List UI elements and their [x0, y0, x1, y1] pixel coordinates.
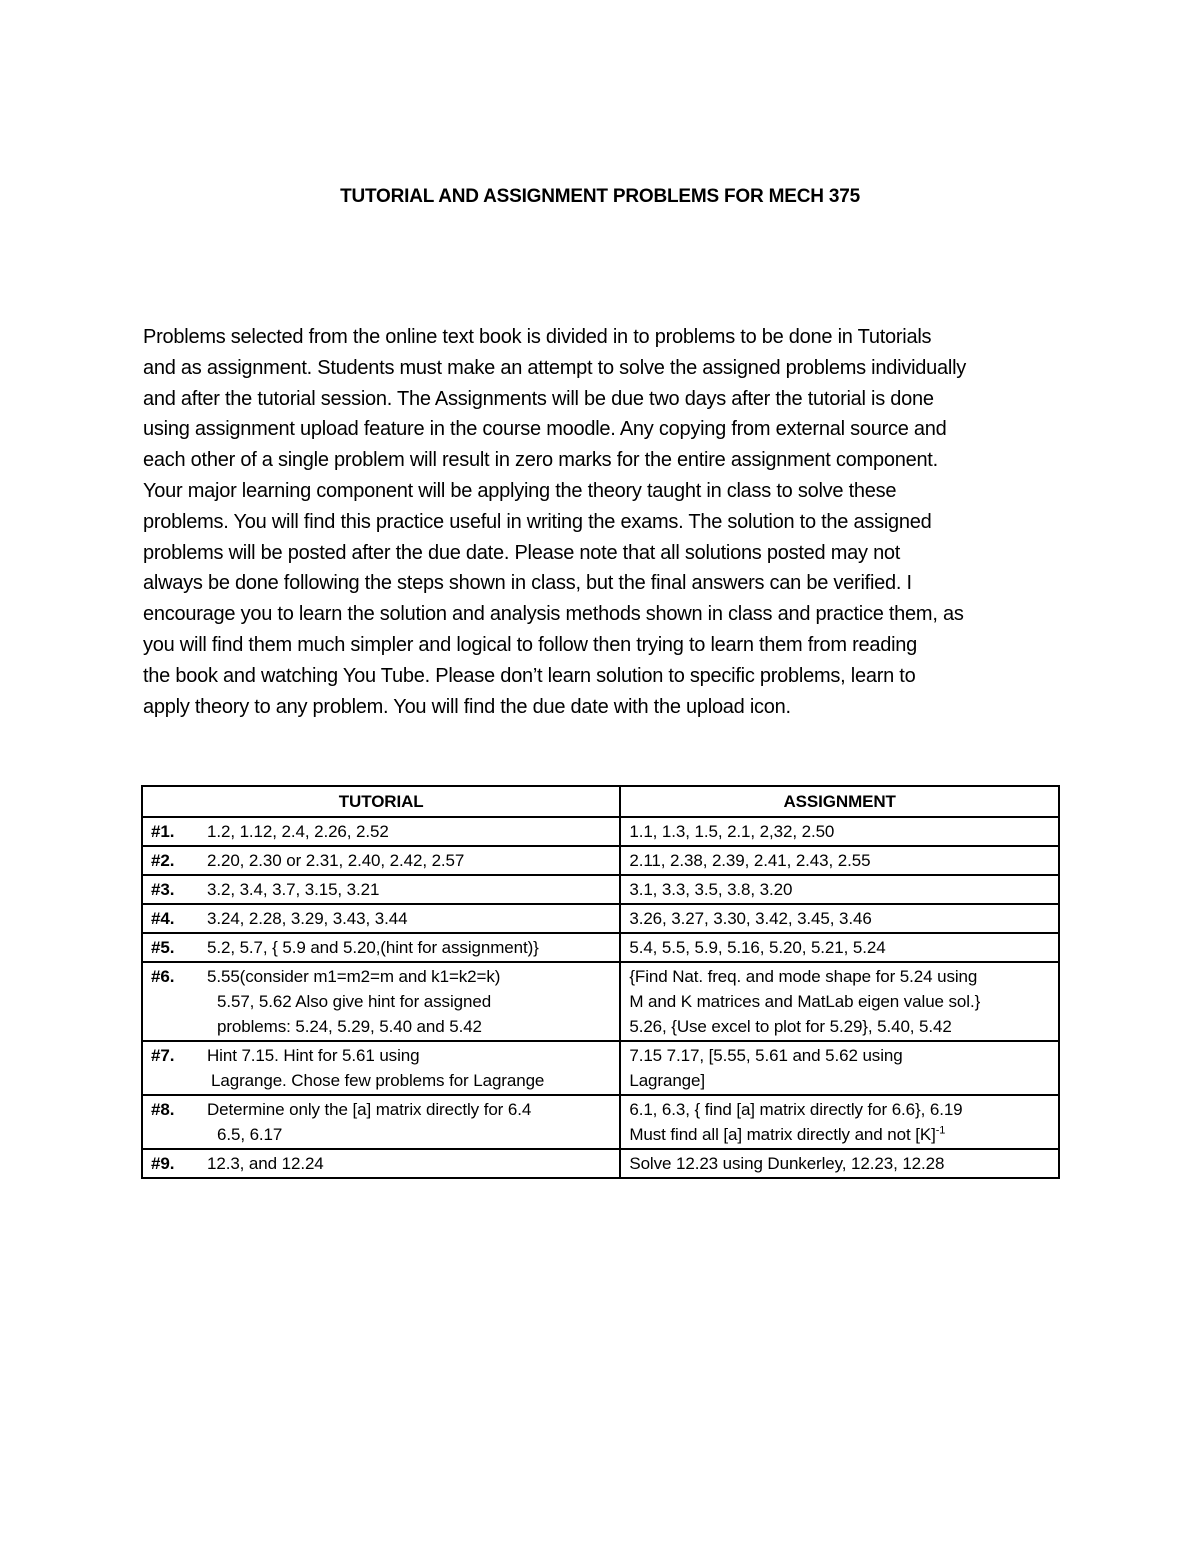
- tutorial-problems: Determine only the [a] matrix directly for 6.4: [207, 1100, 532, 1119]
- table-row: [142, 1095, 1059, 1149]
- tutorial-problems: 3.24, 2.28, 3.29, 3.43, 3.44: [207, 909, 408, 928]
- document-title: TUTORIAL AND ASSIGNMENT PROBLEMS FOR MECH 375: [340, 186, 860, 207]
- problem-set-number: #5.: [151, 938, 175, 957]
- problems-table: [141, 785, 1060, 1179]
- problem-set-number: #2.: [151, 851, 175, 870]
- table-row: [142, 846, 1059, 875]
- tutorial-cell: [142, 1095, 620, 1149]
- tutorial-problems: 12.3, and 12.24: [207, 1154, 324, 1173]
- tutorial-cell: [142, 875, 620, 904]
- tutorial-line: [151, 1043, 611, 1068]
- tutorial-cell: [142, 933, 620, 962]
- assignment-cell: [620, 846, 1059, 875]
- assignment-line-text: Must find all [a] matrix directly and not [K]: [629, 1125, 936, 1144]
- assignment-cell: [620, 1095, 1059, 1149]
- assignment-line: 5.26, {Use excel to plot for 5.29}, 5.40, 5.42: [629, 1017, 952, 1036]
- tutorial-cell: [142, 904, 620, 933]
- intro-line: and as assignment. Students must make an attempt to solve the assigned problems individually: [143, 356, 967, 379]
- intro-line: Problems selected from the online text book is divided in to problems to be done in Tutorials: [143, 326, 932, 348]
- table-header-row: [142, 786, 1059, 817]
- assignment-line: {Find Nat. freq. and mode shape for 5.24 using: [629, 967, 978, 986]
- tutorial-cell: [142, 846, 620, 875]
- intro-line: apply theory to any problem. You will find the due date with the upload icon.: [143, 695, 791, 718]
- intro-line: using assignment upload feature in the course moodle. Any copying from external source and: [143, 418, 947, 441]
- assignment-cell: [620, 1149, 1059, 1178]
- tutorial-cell: [142, 817, 620, 846]
- tutorial-cell: [142, 1041, 620, 1095]
- problem-set-number: #7.: [151, 1046, 175, 1065]
- table-row: [142, 962, 1059, 1041]
- tutorial-column-header: TUTORIAL: [142, 786, 620, 817]
- assignment-problems: Solve 12.23 using Dunkerley, 12.23, 12.28: [629, 1154, 945, 1173]
- intro-line: encourage you to learn the solution and analysis methods shown in class and practice them, as: [143, 603, 964, 626]
- tutorial-cell: [142, 962, 620, 1041]
- tutorial-problems: 3.2, 3.4, 3.7, 3.15, 3.21: [207, 880, 380, 899]
- tutorial-line: [151, 964, 611, 989]
- tutorial-line: [151, 1097, 611, 1122]
- intro-line: Your major learning component will be applying the theory taught in class to solve these: [143, 479, 897, 502]
- tutorial-line: 5.57, 5.62 Also give hint for assigned: [217, 992, 492, 1011]
- intro-line: you will find them much simpler and logical to follow then trying to learn them from reading: [143, 633, 918, 656]
- assignment-line: [629, 1122, 1050, 1147]
- tutorial-problems: 2.20, 2.30 or 2.31, 2.40, 2.42, 2.57: [207, 851, 465, 870]
- assignment-line: M and K matrices and MatLab eigen value sol.}: [629, 992, 981, 1011]
- problem-set-number: #1.: [151, 822, 175, 841]
- assignment-cell: [620, 904, 1059, 933]
- assignment-line: Lagrange]: [629, 1071, 706, 1090]
- assignment-cell: [620, 817, 1059, 846]
- table-row: [142, 817, 1059, 846]
- problem-set-number: #3.: [151, 880, 175, 899]
- assignment-cell: [620, 962, 1059, 1041]
- intro-line: always be done following the steps shown in class, but the final answers can be verified. I: [143, 572, 912, 595]
- problem-set-number: #6.: [151, 967, 175, 986]
- intro-line: each other of a single problem will result in zero marks for the entire assignment component.: [143, 449, 938, 472]
- problem-set-number: #4.: [151, 909, 175, 928]
- assignment-line: 7.15 7.17, [5.55, 5.61 and 5.62 using: [629, 1046, 903, 1065]
- intro-line: problems will be posted after the due date. Please note that all solutions posted may not: [143, 541, 901, 564]
- tutorial-problems: 5.2, 5.7, { 5.9 and 5.20,(hint for assignment)}: [207, 938, 539, 957]
- assignment-problems: 5.4, 5.5, 5.9, 5.16, 5.20, 5.21, 5.24: [629, 938, 886, 957]
- assignment-problems: 2.11, 2.38, 2.39, 2.41, 2.43, 2.55: [629, 851, 871, 870]
- intro-line: problems. You will find this practice useful in writing the exams. The solution to the assigned: [143, 510, 932, 533]
- superscript: -1: [935, 1124, 946, 1137]
- table-row: [142, 933, 1059, 962]
- tutorial-problems: 1.2, 1.12, 2.4, 2.26, 2.52: [207, 822, 389, 841]
- assignment-problems: 3.26, 3.27, 3.30, 3.42, 3.45, 3.46: [629, 909, 872, 928]
- tutorial-cell: [142, 1149, 620, 1178]
- tutorial-line: Lagrange. Chose few problems for Lagrange: [211, 1071, 545, 1090]
- tutorial-line: problems: 5.24, 5.29, 5.40 and 5.42: [217, 1017, 482, 1036]
- table-row: [142, 1149, 1059, 1178]
- assignment-problems: 3.1, 3.3, 3.5, 3.8, 3.20: [629, 880, 793, 899]
- intro-line: the book and watching You Tube. Please don’t learn solution to specific problems, learn to: [143, 664, 916, 687]
- assignment-column-header: ASSIGNMENT: [620, 786, 1059, 817]
- assignment-cell: [620, 875, 1059, 904]
- tutorial-problems: Hint 7.15. Hint for 5.61 using: [207, 1046, 420, 1065]
- table-row: [142, 904, 1059, 933]
- intro-line: and after the tutorial session. The Assignments will be due two days after the tutorial is done: [143, 387, 934, 410]
- problem-set-number: #9.: [151, 1154, 175, 1173]
- tutorial-line: 6.5, 6.17: [217, 1125, 283, 1144]
- assignment-cell: [620, 1041, 1059, 1095]
- intro-paragraph: [143, 322, 1063, 722]
- assignment-cell: [620, 933, 1059, 962]
- table-row: [142, 875, 1059, 904]
- assignment-line: 6.1, 6.3, { find [a] matrix directly for 6.6}, 6.19: [629, 1100, 963, 1119]
- tutorial-problems: 5.55(consider m1=m2=m and k1=k2=k): [207, 967, 501, 986]
- problem-set-number: #8.: [151, 1100, 175, 1119]
- table-row: [142, 1041, 1059, 1095]
- assignment-problems: 1.1, 1.3, 1.5, 2.1, 2,32, 2.50: [629, 822, 835, 841]
